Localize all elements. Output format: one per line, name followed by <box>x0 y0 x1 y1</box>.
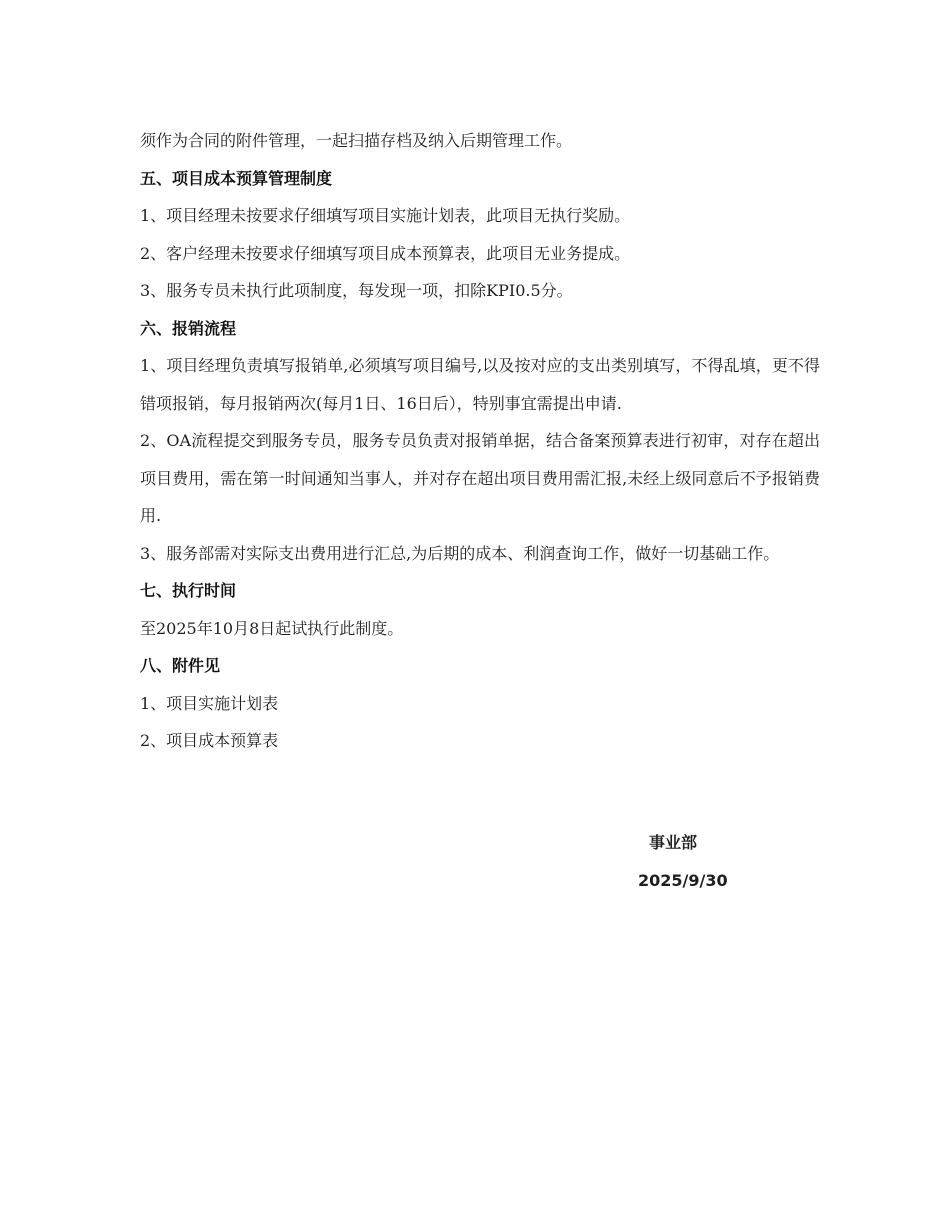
section5-item-3: 3、服务专员未执行此项制度，每发现一项，扣除KPI0.5分。 <box>140 281 573 300</box>
opening-line: 须作为合同的附件管理，一起扫描存档及纳入后期管理工作。 <box>140 131 573 150</box>
section-heading-cost-budget: 五、项目成本预算管理制度 <box>140 168 333 188</box>
section-heading-reimbursement: 六、报销流程 <box>140 318 237 338</box>
document-body <box>140 122 820 760</box>
section5-item-2: 2、客户经理未按要求仔细填写项目成本预算表，此项目无业务提成。 <box>140 243 631 263</box>
section6-item-1: 1、项目经理负责填写报销单,必须填写项目编号,以及按对应的支出类别填写，不得乱填，更不得错项报销，每月报销两次(每月1日、16日后），特别事宜需提出申请. <box>140 356 820 413</box>
section6-item-3: 3、服务部需对实际支出费用进行汇总,为后期的成本、利润查询工作，做好一切基础工作。 <box>140 543 780 563</box>
section7-text: 至2025年10月8日起试执行此制度。 <box>140 618 404 638</box>
section-heading-execution-time: 七、执行时间 <box>140 581 237 600</box>
attachment-item-2: 2、项目成本预算表 <box>140 731 279 750</box>
section-heading-attachments: 八、附件见 <box>140 656 221 675</box>
section5-item-1: 1、项目经理未按要求仔细填写项目实施计划表，此项目无执行奖励。 <box>140 206 631 225</box>
signature-date: 2025/9/30 <box>638 871 728 890</box>
attachment-item-1: 1、项目实施计划表 <box>140 693 279 713</box>
section6-item-2: 2、OA流程提交到服务专员，服务专员负责对报销单据，结合备案预算表进行初审，对存在超出项目费用，需在第一时间通知当事人，并对存在超出项目费用需汇报,未经上级同意后不予报销费用. <box>140 431 820 525</box>
signature-block <box>600 824 760 900</box>
signature-department: 事业部 <box>649 833 698 852</box>
